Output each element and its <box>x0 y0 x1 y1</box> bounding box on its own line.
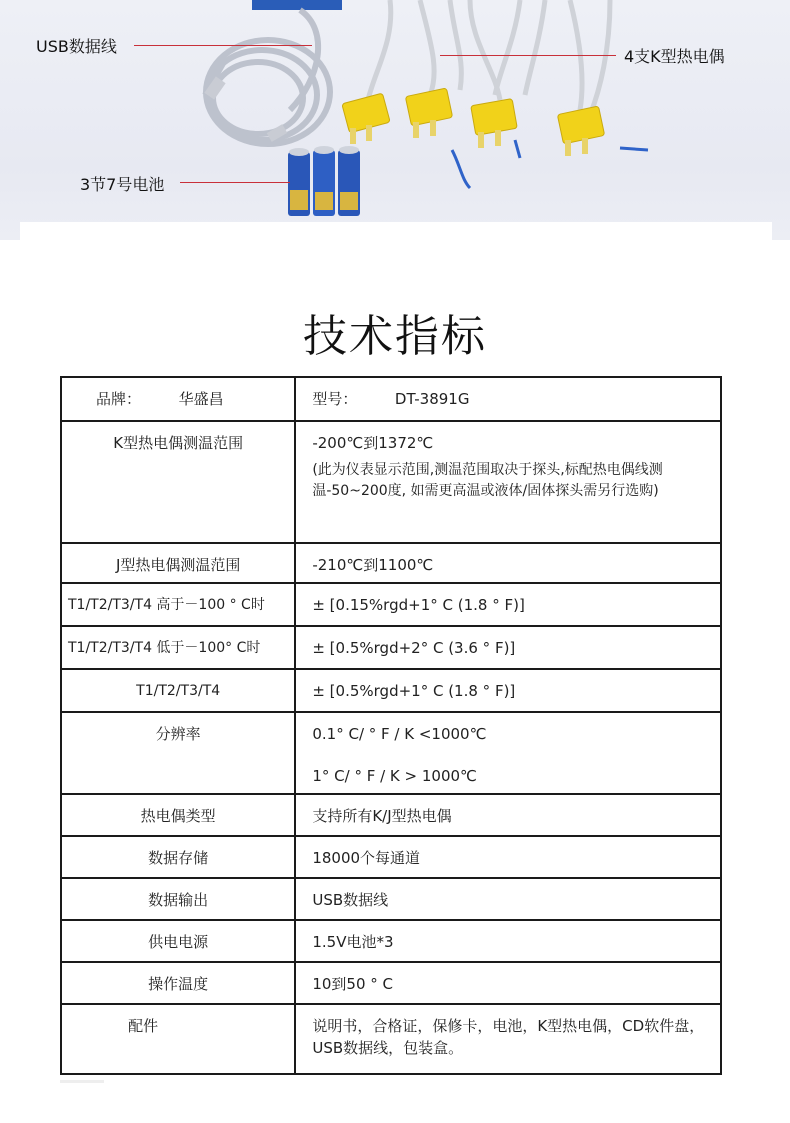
spec-label: J型热电偶测温范围 <box>115 556 241 574</box>
table-row-header <box>61 377 721 421</box>
page-title: 技术指标 <box>303 311 487 362</box>
table-row <box>61 1004 721 1074</box>
product-photo <box>0 0 790 240</box>
spec-value: USB数据线 <box>312 891 389 909</box>
spec-note: (此为仪表显示范围,测温范围取决于探头,标配热电偶线测温-50~200度, 如需更高温或液体/固体探头需另行选购) <box>312 462 663 499</box>
spec-label: 热电偶类型 <box>140 807 216 825</box>
callout-batteries: 3节7号电池 <box>80 175 165 194</box>
spec-value: -200℃到1372℃ <box>312 434 434 452</box>
spec-label: T1/T2/T3/T4 <box>136 683 221 699</box>
table-row <box>61 626 721 669</box>
spec-label: T1/T2/T3/T4 高于－100 ° C时 <box>68 597 265 613</box>
table-row <box>61 421 721 543</box>
table-row <box>61 712 721 794</box>
spec-value: ± [0.15%rgd+1° C (1.8 ° F)] <box>312 596 525 614</box>
spec-label: K型热电偶测温范围 <box>113 434 244 452</box>
callout-leader-usb <box>134 45 312 46</box>
spec-table <box>60 376 722 1075</box>
spec-label: 数据存储 <box>148 849 209 867</box>
spec-value-secondary: 1° C/ ° F / K > 1000℃ <box>312 767 477 785</box>
table-row <box>61 836 721 878</box>
spec-label: 数据输出 <box>148 891 209 909</box>
accessories-illustration <box>0 0 790 240</box>
callout-thermocouples: 4支K型热电偶 <box>624 47 725 66</box>
spec-value: ± [0.5%rgd+2° C (3.6 ° F)] <box>312 639 516 657</box>
model-cell <box>295 377 721 421</box>
model-value: DT-3891G <box>394 390 470 408</box>
callout-leader-thermocouples <box>440 55 616 56</box>
spec-value: 0.1° C/ ° F / K <1000℃ <box>312 725 487 743</box>
spec-label: 配件 <box>128 1017 159 1035</box>
spec-value: 10到50 ° C <box>312 975 394 993</box>
table-row <box>61 583 721 626</box>
spec-value: -210℃到1100℃ <box>312 556 434 574</box>
callout-leader-batteries <box>180 182 290 183</box>
spec-value: 18000个每通道 <box>312 849 421 867</box>
photo-bottom-card <box>20 222 772 240</box>
spec-label: 分辨率 <box>155 725 201 743</box>
spec-label: T1/T2/T3/T4 低于－100° C时 <box>68 640 261 656</box>
table-row <box>61 920 721 962</box>
brand-cell <box>61 377 295 421</box>
spec-label: 操作温度 <box>148 975 209 993</box>
footer-divider <box>60 1080 104 1083</box>
brand-value: 华盛昌 <box>178 390 224 408</box>
spec-value: 支持所有K/J型热电偶 <box>312 807 452 825</box>
table-row <box>61 669 721 712</box>
table-row <box>61 962 721 1004</box>
callout-usb-cable: USB数据线 <box>36 37 117 56</box>
spec-value: ± [0.5%rgd+1° C (1.8 ° F)] <box>312 682 516 700</box>
table-row <box>61 794 721 836</box>
model-label: 型号： <box>312 390 358 408</box>
brand-label: 品牌： <box>96 390 142 408</box>
table-row <box>61 543 721 583</box>
spec-value: 说明书，合格证，保修卡，电池，K型热电偶，CD软件盘，USB数据线，包装盒。 <box>312 1017 705 1057</box>
spec-label: 供电电源 <box>148 933 209 951</box>
table-row <box>61 878 721 920</box>
spec-value: 1.5V电池*3 <box>312 933 394 951</box>
